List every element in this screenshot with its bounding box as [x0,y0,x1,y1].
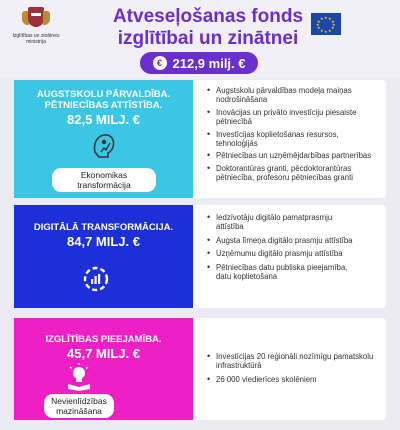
list-item: • Investīcijas 20 reģionāli nozīmīgu pamatskolu infrastruktūrā [207,352,377,371]
total-budget-badge [140,52,258,74]
section-amount: 45,7 MILJ. € [67,346,140,361]
list-item: • Inovācijas un privāto investīciju piesaiste pētniecībā [207,108,377,127]
total-amount: 212,9 milj. € [172,55,246,71]
section-access [14,318,386,420]
section-title: IZGLĪTĪBAS PIEEJAMĪBA. [45,334,162,345]
section-details [193,205,386,308]
section-details [193,80,386,198]
header [0,0,400,78]
bullet-list [207,86,377,183]
ministry-name: Izglītības un zinātnes ministrija [12,33,60,45]
section-amount: 82,5 MILJ. € [67,112,140,127]
ministry-logo [6,3,66,49]
list-item: • 26 000 viedierīces skolēniem [207,375,377,384]
section-title: DIGITĀLĀ TRANSFORMĀCIJA. [33,222,174,233]
list-item: • Augsta līmeņa digitālo prasmju attīstība [207,236,357,245]
list-item: • Pētniecības datu publiska pieejamība, datu koplietošana [207,263,357,282]
list-item: • Investīcijas koplietošanas resursos, tehnoloģijās [207,130,377,149]
section-amount: 84,7 MILJ. € [67,234,140,249]
bullet-list [207,352,377,384]
section-card [14,80,193,198]
eu-flag-icon: ★ ★ ★ ★ ★ ★ ★ ★ ★ ★ ★ ★ [311,13,341,35]
brain-growth-icon [89,130,119,160]
list-item: • Iedzīvotāju digitālo pamatprasmju attīstība [207,213,357,232]
section-digital [14,205,386,308]
digital-gear-icon [80,263,112,295]
list-item: • Augstskolu pārvaldības modeļa maiņas nodrošināšana [207,86,377,105]
bullet-list [207,213,357,281]
section-tag: Ekonomikas transformācija [52,168,156,192]
page-title [108,6,308,50]
title-line-2: izglītībai un zinātnei [117,28,299,49]
list-item: • Uzņēmumu digitālo prasmju attīstība [207,249,357,258]
section-research [14,80,386,198]
section-card [14,205,193,308]
list-item: • Pētniecības un uzņēmējdarbības partnerības [207,151,377,160]
section-tag: Nevienlīdzības mazināšana [44,394,114,418]
title-line-1: Atveseļošanas fonds [112,6,304,27]
coat-of-arms-icon [22,3,50,31]
money-bag-icon: € [153,56,167,70]
section-details [193,318,386,420]
section-title: AUGSTSKOLU PĀRVALDĪBA. PĒTNIECĪBAS ATTĪSTĪBA. [36,89,171,111]
lightbulb-book-icon [64,362,94,392]
list-item: • Doktorantūras granti, pēcdoktorantūras pētniecība, profesoru pētniecības granti [207,164,377,183]
section-card [14,318,193,420]
